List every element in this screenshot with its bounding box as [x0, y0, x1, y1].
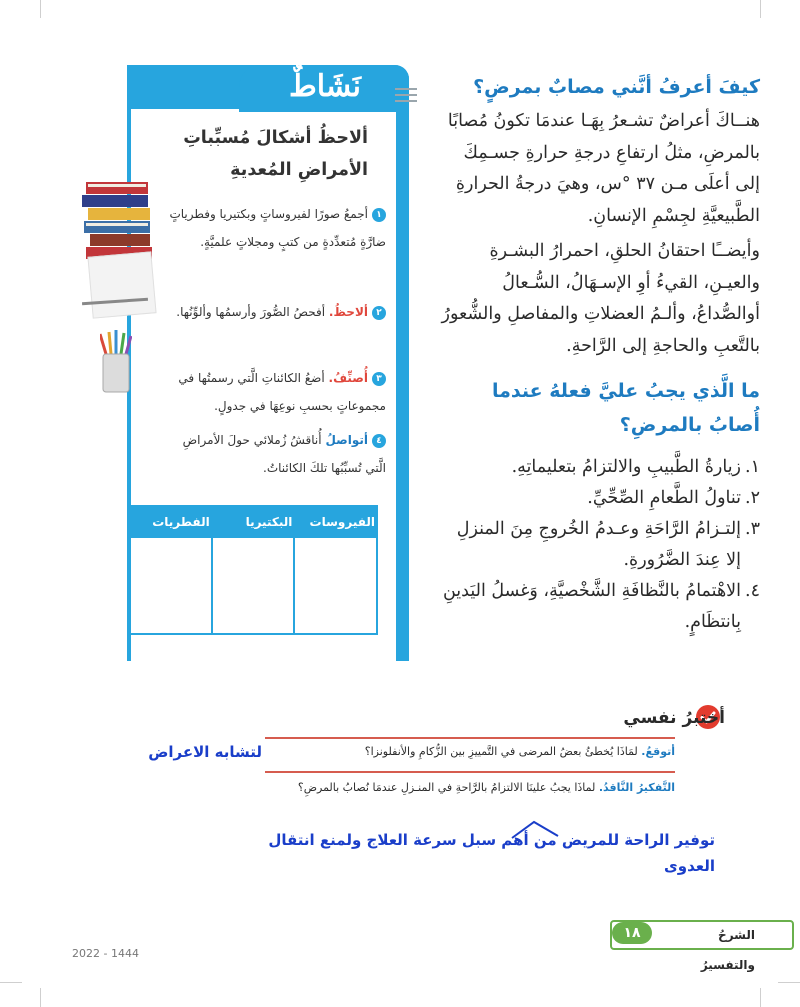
footer-section-label: الشرحُ والتفسيرُ	[700, 928, 755, 972]
table-header-cell: البكتيريا	[212, 506, 295, 537]
activity-title: نَشَاطٌ	[289, 69, 361, 104]
paper-illustration	[87, 251, 156, 318]
activity-item-2: ٢ألاحظُ. أفحصُ الصُّورَ وأرسمُها وألوِّنُها.	[160, 298, 386, 326]
crop-mark-bottom-left	[40, 988, 41, 1007]
crop-mark-top-right	[760, 0, 761, 18]
self-test-title: أختبرُ نفسي	[623, 708, 725, 728]
list-item: ٣. إلتـزامُ الرَّاحَةِ وعـدمُ الخُروجِ مِنَ المنزلِ إلا عِندَ الضَّرُورةِ.	[456, 519, 760, 570]
list-item: ١. زيارةُ الطَّبيبِ والالتزامُ بتعليماتِهِ.	[511, 457, 760, 477]
table-cell	[129, 537, 212, 634]
number-badge: ١	[372, 208, 386, 222]
question-predict: أتوقعُ. لمَاذَا يُخطئُ بعضُ المرضى في التَّمييزِ بين الزُّكامِ والأنفلونزا؟	[364, 745, 675, 758]
number-badge: ٣	[372, 372, 386, 386]
main-column	[440, 72, 760, 638]
handwritten-answer-1: لتشابه الاعراض	[148, 743, 262, 761]
pencil-cup-illustration	[100, 330, 132, 394]
table-row	[129, 537, 377, 634]
crop-mark-right	[778, 982, 800, 983]
table-header-cell: الفيروسات	[294, 506, 377, 537]
activity-item-4: ٤أتواصلُ أُناقشُ زُملائي حولَ الأمراضِ الَّتي تُسبِّبُها تلكَ الكائناتُ.	[182, 433, 386, 475]
list-item: ٤. الاهْتمامُ بالنَّظافَةِ الشَّخْصيَّةِ، وَغسلُ اليَدينِ بِانتظَامٍ.	[442, 581, 760, 632]
classification-table	[128, 505, 378, 635]
symptoms-paragraph-2: وأيضــًا احتقانُ الحلقِ، احمرارُ البشـرةِ والعيـنِ، القيءُ أوِ الإسـهَالُ، السُّـعالُ أوالصُّداعُ، وألـمُ العضلاتِ والمفاصلِ والشُّعورُ بالتَّعبِ والحاجةِ إلى الرَّاحةِ.	[441, 241, 760, 356]
question-critical-thinking: التَّفكيرُ النَّاقدُ. لماذَا يجبُ علينَا الالتزامُ بالرَّاحةِ في المنـزلِ عندمَا نُصابُ بالمرضِ؟	[297, 781, 675, 794]
page-number: ١٨	[612, 922, 652, 944]
divider	[265, 737, 675, 739]
table-cell	[294, 537, 377, 634]
number-badge: ٤	[372, 434, 386, 448]
handwritten-answer-2: توفير الراحة للمريض من أهم سبل سرعة العلاج ولمنع انتقال العدوى	[268, 831, 715, 875]
list-item: ٢. تناولُ الطَّعامِ الصِّحِّيِّ.	[587, 488, 760, 508]
table-header-cell: الفطريات	[129, 506, 212, 537]
crop-mark-bottom-right	[760, 988, 761, 1007]
number-badge: ٢	[372, 306, 386, 320]
table-cell	[212, 537, 295, 634]
table-header-row	[129, 506, 377, 537]
divider	[265, 771, 675, 773]
section-title-what-to-do: ما الَّذي يجبُ عليَّ فعلهُ عندما أُصابُ بالمرضِ؟	[492, 380, 760, 436]
activity-heading: ألاحظُ أشكالَ مُسبِّباتِ الأمراضِ المُعديةِ	[183, 128, 368, 180]
symptoms-paragraph-1: هنــاكَ أعراضٌ تشـعرُ بِهَـا عندمَا تكونُ مُصابًا بالمرضِ، مثلُ ارتفاعِ درجةِ حرارةِ جسـمِكَ إلى أعلَى مـن ٣٧ °س، وهيَ درجةُ الحرارةِ الطَّبيعيَّةِ لجِسْمِ الإنسانِ.	[447, 111, 760, 226]
edition-year: 2022 - 1444	[72, 947, 139, 960]
activity-item-3: ٣أُصنِّفُ. أضعُ الكائناتِ الَّتي رسمتُها في مجموعاتٍ بحسبِ نوعِهَا في جدولٍ.	[178, 371, 386, 413]
steps-list	[440, 452, 760, 638]
activity-item-1: ١أجمعُ صورًا لفيروساتٍ وبكتيريا وفطرياتٍ ضارَّةٍ مُتعدِّدةٍ من كتبٍ ومجلاتٍ علميَّةٍ.	[169, 207, 386, 249]
crop-mark-top-left	[40, 0, 41, 18]
menu-lines-icon	[395, 88, 417, 106]
crop-mark-left	[0, 982, 22, 983]
section-title-how-do-i-know: كيفَ أعرفُ أنَّني مصابٌ بمرضٍ؟	[473, 76, 760, 98]
